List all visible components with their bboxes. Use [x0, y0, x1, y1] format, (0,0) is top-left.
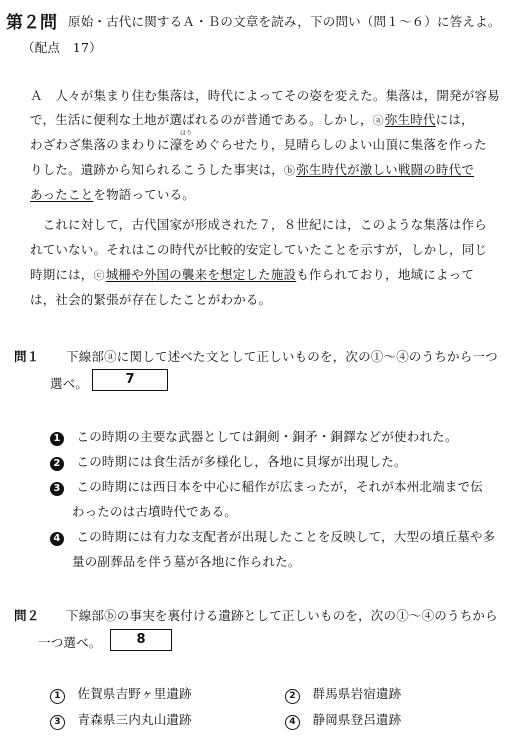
- points-allocation: （配点 17）: [22, 40, 102, 55]
- passage-text: 時期には，: [30, 267, 94, 282]
- option-text: 佐賀県吉野ヶ里遺跡: [77, 686, 192, 701]
- option-text: 群馬県岩宿遺跡: [312, 686, 402, 701]
- q1-stem: 下線部ⓐに関して述べた文として正しいものを，次の①～④のうちから一つ: [66, 349, 498, 364]
- q1-option-4[interactable]: [50, 527, 495, 546]
- q2-stem: 下線部ⓑの事実を裏付ける遺跡として正しいものを，次の①～④のうちから: [66, 608, 498, 623]
- option-number-2: 2: [285, 689, 300, 704]
- option-text: この時期には有力な支配者が出現したことを反映して，大型の墳丘墓や多: [76, 529, 496, 544]
- option-number-3: 3: [50, 482, 64, 496]
- option-text: この時期には西日本を中心に稲作が広まったが，それが本州北端まで伝: [76, 479, 483, 494]
- q2-option-3[interactable]: [50, 710, 192, 730]
- q1-option-1[interactable]: [50, 427, 458, 446]
- q2-option-1[interactable]: [50, 684, 192, 704]
- underline-marker-b: ⓑ: [284, 164, 296, 177]
- q1-option-2[interactable]: [50, 452, 407, 471]
- q1-label: 問１: [14, 349, 40, 364]
- underline-b-text-cont: あったこと: [30, 187, 94, 202]
- passage-line: [30, 110, 474, 128]
- option-text: この時期の主要な武器としては銅剣・銅矛・銅鐸などが使われた。: [76, 429, 458, 444]
- passage-text: を物語っている。: [93, 187, 195, 202]
- q2-answer-box[interactable]: 8: [110, 629, 172, 651]
- passage-line: わざわざ集落のまわりに濠をめぐらせたり，見晴らしのよい山頂に集落を作った: [30, 137, 487, 152]
- passage-text: も作られており，地域によって: [296, 267, 475, 282]
- option-text: 青森県三内丸山遺跡: [77, 712, 192, 727]
- underline-marker-a: ⓐ: [372, 114, 384, 127]
- q1-option-3-cont: わったのは古墳時代である。: [72, 504, 237, 519]
- option-number-4: 4: [285, 715, 300, 730]
- q2-label: 問２: [14, 608, 40, 623]
- option-text: 静岡県登呂遺跡: [312, 712, 402, 727]
- option-number-4: 4: [50, 532, 64, 546]
- passage-line: れていない。それはこの時代が比較的安定していたことを示すが，しかし，同じ: [30, 242, 488, 257]
- question-title: 第２問: [6, 13, 57, 33]
- passage-line: は，社会的緊張が存在したことがわかる。: [30, 292, 272, 307]
- q2-option-2[interactable]: [285, 684, 401, 704]
- passage-text: には，: [435, 112, 474, 127]
- passage-text: で，生活に便利な土地が選ばれるのが普通である。しかし，: [30, 112, 373, 127]
- option-number-3: 3: [50, 715, 65, 730]
- passage-text: りした。遺跡から知られるこうした事実は，: [30, 162, 285, 177]
- passage-line: [30, 265, 474, 283]
- passage-line: Ａ 人々が集まり住む集落は，時代によってその姿を変えた。集落は，開発が容易: [30, 88, 500, 103]
- q2-stem-cont: 一つ選べ。: [38, 635, 102, 650]
- passage-line: これに対して，古代国家が形成された７，８世紀には，このような集落は作ら: [30, 217, 487, 232]
- q1-answer-box[interactable]: 7: [92, 369, 168, 391]
- underline-marker-c: ⓒ: [93, 269, 105, 282]
- option-number-1: 1: [50, 432, 64, 446]
- q1-option-3[interactable]: [50, 477, 483, 496]
- q1-stem-cont: 選べ。: [50, 376, 89, 391]
- option-number-2: 2: [50, 457, 64, 471]
- passage-line: [30, 160, 474, 178]
- underline-a-text: 弥生時代: [384, 112, 436, 127]
- option-text: この時期には食生活が多様化し，各地に貝塚が出現した。: [76, 454, 407, 469]
- question-instruction: 原始・古代に関するＡ・Ｂの文章を読み，下の問い（問１～６）に答えよ。: [68, 14, 501, 29]
- q1-option-4-cont: 量の副葬品を伴う墓が各地に作られた。: [72, 554, 301, 569]
- option-number-1: 1: [50, 689, 65, 704]
- underline-b-text: 弥生時代が激しい戦闘の時代で: [296, 162, 475, 177]
- q2-option-4[interactable]: [285, 710, 401, 730]
- underline-c-text: 城柵や外国の襲来を想定した施設: [105, 267, 297, 282]
- ruby-hori: ほり: [180, 130, 193, 137]
- passage-line: [30, 185, 195, 203]
